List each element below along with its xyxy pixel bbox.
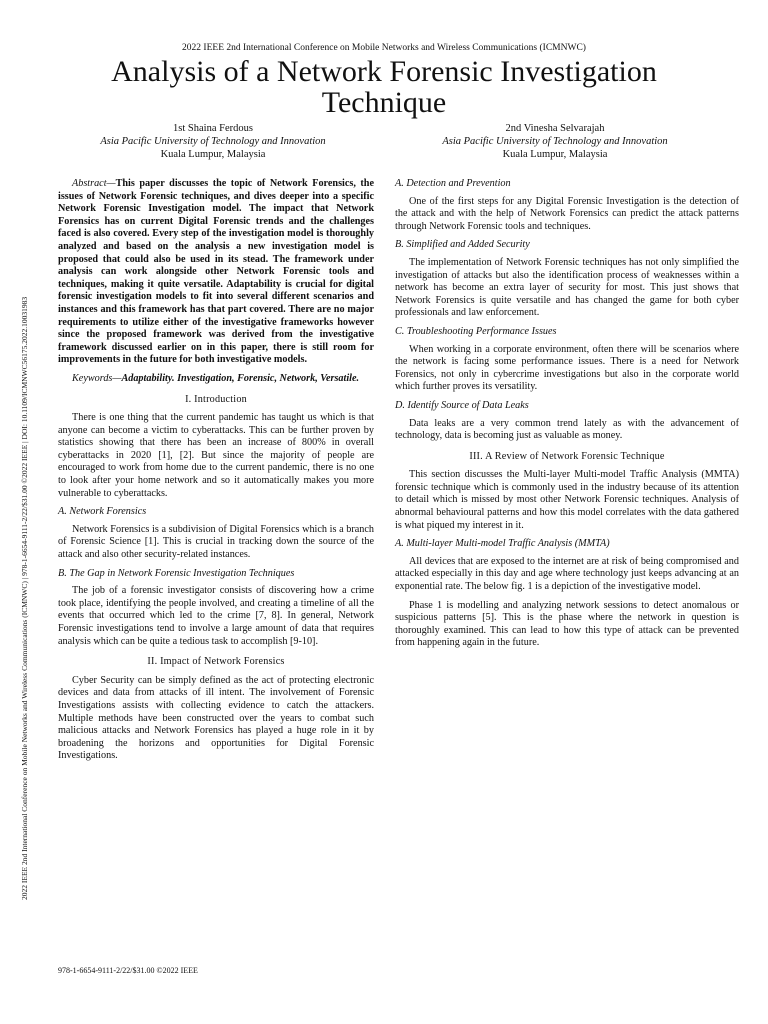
paragraph: Phase 1 is modelling and analyzing network sessions to detect anomalous or suspicious patterns [5]. This is the phase where the network in question is thoroughly examined. This can lead to how this type of attack can be prevented from happening again in the future.: [395, 599, 739, 649]
paragraph: The implementation of Network Forensic techniques has not only simplified the investigation of attacks but also the identification process of weaknesses within a network has become an extra layer of security for most. This just shows that Network Forensics is quite versatile and has changed the game for both cyber professionals and law enforcement.: [395, 256, 739, 319]
doi-sidebar: [10, 120, 30, 900]
section-heading: II. Impact of Network Forensics: [147, 656, 285, 668]
paper-title: Analysis of a Network Forensic Investigation Technique: [111, 55, 657, 119]
subsection-heading: C. Troubleshooting Performance Issues: [395, 325, 557, 337]
paragraph: There is one thing that the current pandemic has taught us which is that anyone can become a victim to cyberattacks. This can be further proven by statistics showing that there has been an increase of 800% in overall cyberattacks in 2020 [1], [2]. But since the majority of people are encouraged to work from home due to the current pandemic, there is no one to look after your home network and so it automatically makes you more vulnerable to cyberattacks.: [58, 412, 374, 499]
keywords: [58, 373, 374, 386]
abstract-lead: Abstract—: [72, 178, 116, 189]
keywords-text: Adaptability. Investigation, Forensic, Network, Versatile.: [121, 372, 360, 384]
author-affiliation: Asia Pacific University of Technology and Innovation: [100, 136, 326, 147]
paragraph: When working in a corporate environment, often there will be scenarios where the network is facing some performance issues. There is a need for Network Forensics, not only in cybercrime investigations but also in the corporate world which further proves its versatility.: [395, 343, 739, 393]
paragraph: Network Forensics is a subdivision of Digital Forensics which is a branch of Forensic Science [1]. This is crucial in tracking down the source of the attack and also other security-related instances.: [58, 523, 374, 561]
author-name: 2nd Vinesha Selvarajah: [505, 123, 605, 134]
paragraph: One of the first steps for any Digital Forensic Investigation is the detection of the attack and with the help of Network Forensics can predict the attack patterns through Network Forensic tools and techniques.: [395, 195, 739, 232]
author-block-2: [390, 122, 720, 161]
abstract-text: This paper discusses the topic of Network Forensics, the issues of Network Forensic techniques, and dives deeper into a specific Network Forensic Investigation model. The impact that Network Forensics has on current Digital Forensic trends and the challenges faced is also covered. Every step of the investigation model is thoroughly analyzed and based on the analysis a new investigation model is proposed that could also be used in its stead. The framework under analysis can work alongside other Network Forensic tools and techniques, making it quite versatile. Adaptability is crucial for digital forensic investigation models to fit into several different scenarios and instances and this framework has that part covered. There are no major requirements to utilize either of the investigative frameworks however since the proposed framework was derived from the investigative framework discussed earlier on in this paper, there is still room for improvements in the future for both investigative models.: [58, 178, 374, 366]
author-location: Kuala Lumpur, Malaysia: [160, 149, 266, 160]
doi-sidebar-text: 2022 IEEE 2nd International Conference on Mobile Networks and Wireless Communications (ICMNWC) | 978-1-6654-9111-2/22/$31.00 ©2022 IEEE | DOI: 10.1109/ICMNWC56175.2022.10031983: [20, 296, 29, 900]
page-footer: 978-1-6654-9111-2/22/$31.00 ©2022 IEEE: [58, 966, 198, 975]
keywords-lead: Keywords—: [72, 372, 122, 384]
section-heading: III. A Review of Network Forensic Technique: [469, 450, 665, 462]
subsection-heading: B. The Gap in Network Forensic Investigation Techniques: [58, 567, 295, 579]
paragraph: The job of a forensic investigator consists of discovering how a crime took place, identifying the people involved, and creating a timeline of all the events that occurred which led to the crime [7, 8]. In general, Network Forensic investigations tend to involve a large amount of data that requires analysis which can be quite a tedious task to accomplish [9-10].: [58, 585, 374, 647]
paragraph: Cyber Security can be simply defined as the act of protecting electronic devices and data from attacks of ill intent. The involvement of Forensic Investigations assists with collecting evidence to catch the attackers. Multiple methods have been constructed over the years to combat such malicious attacks and Network Forensics has played a huge role in it by broadening the horizons and opportunities for Digital Forensic Investigations.: [58, 674, 374, 762]
author-affiliation: Asia Pacific University of Technology and Innovation: [442, 136, 668, 147]
left-column: [58, 178, 374, 769]
subsection-heading: A. Network Forensics: [58, 506, 147, 518]
author-block-1: [58, 122, 368, 161]
paragraph: All devices that are exposed to the internet are at risk of being compromised and attacked especially in this day and age where technology just keeps advancing at an exponential rate. The below fig. 1 is a depiction of the investigative model.: [395, 555, 739, 593]
abstract: [58, 178, 374, 367]
subsection-heading: A. Detection and Prevention: [395, 178, 511, 189]
section-heading: I. Introduction: [185, 393, 247, 405]
paragraph: Data leaks are a very common trend lately as with the advancement of technology, data is becoming just as valuable as money.: [395, 417, 739, 442]
author-name: 1st Shaina Ferdous: [173, 123, 253, 134]
right-column: [395, 178, 739, 656]
subsection-heading: A. Multi-layer Multi-model Traffic Analysis (MMTA): [395, 538, 610, 550]
subsection-heading: D. Identify Source of Data Leaks: [395, 399, 529, 411]
subsection-heading: B. Simplified and Added Security: [395, 239, 530, 251]
conference-header: 2022 IEEE 2nd International Conference on Mobile Networks and Wireless Communications (ICMNWC): [182, 43, 586, 53]
paragraph: This section discusses the Multi-layer Multi-model Traffic Analysis (MMTA) forensic technique which is commonly used in the industry because of its attention to detail which is missed by most other Network Forensic techniques. Analysis of abnormal behavioural patterns and how this model correlates with the data gathered is what piqued my interest in it.: [395, 469, 739, 531]
author-location: Kuala Lumpur, Malaysia: [502, 149, 608, 160]
